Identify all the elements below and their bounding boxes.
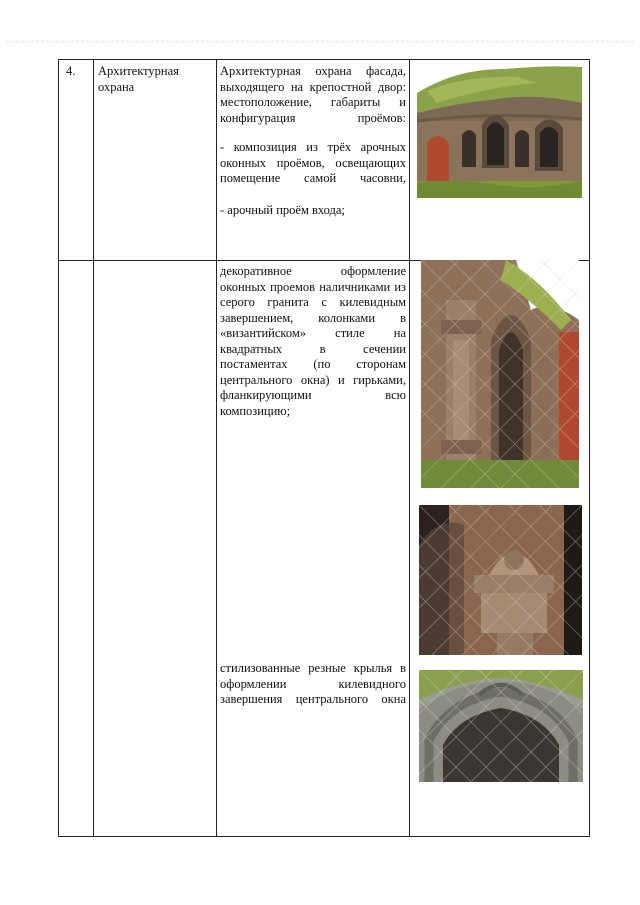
table-right-border <box>589 59 590 837</box>
carved-arch-photo <box>419 670 583 782</box>
column-capital-photo <box>419 505 582 655</box>
column-divider-3 <box>409 59 410 837</box>
column-divider-1 <box>93 59 94 837</box>
table-top-border <box>58 59 590 60</box>
description-item-entrance: - арочный проём входа; <box>220 202 345 217</box>
protection-subject: Архитектурная охрана <box>98 64 179 94</box>
protection-description <box>220 64 406 218</box>
table-bottom-border <box>58 836 590 837</box>
column-divider-2 <box>216 59 217 837</box>
description-intro: Архитектурная охрана фасада, выходящего на крепостной двор: местоположение, габариты и конфигурация проёмов: <box>220 64 406 125</box>
window-columns-photo <box>421 260 579 488</box>
table-left-border <box>58 59 59 837</box>
row-number: 4. <box>66 64 76 78</box>
page-top-rule <box>6 41 634 42</box>
chapel-facade-photo <box>417 63 582 198</box>
decor-description: декоративное оформление оконных проемов наличниками из серого гранита с килевидным завершением, колонками в «византийском» стиле на квадратных в сечении постаментах (по сторонам центрального окна) и гирьками, фланкирующими всю композицию; <box>220 264 406 418</box>
description-item-windows: - композиция из трёх арочных оконных проёмов, освещающих помещение самой часовни, <box>220 140 406 185</box>
wings-description: стилизованные резные крылья в оформлении килевидного завершения центрального окна <box>220 661 406 706</box>
